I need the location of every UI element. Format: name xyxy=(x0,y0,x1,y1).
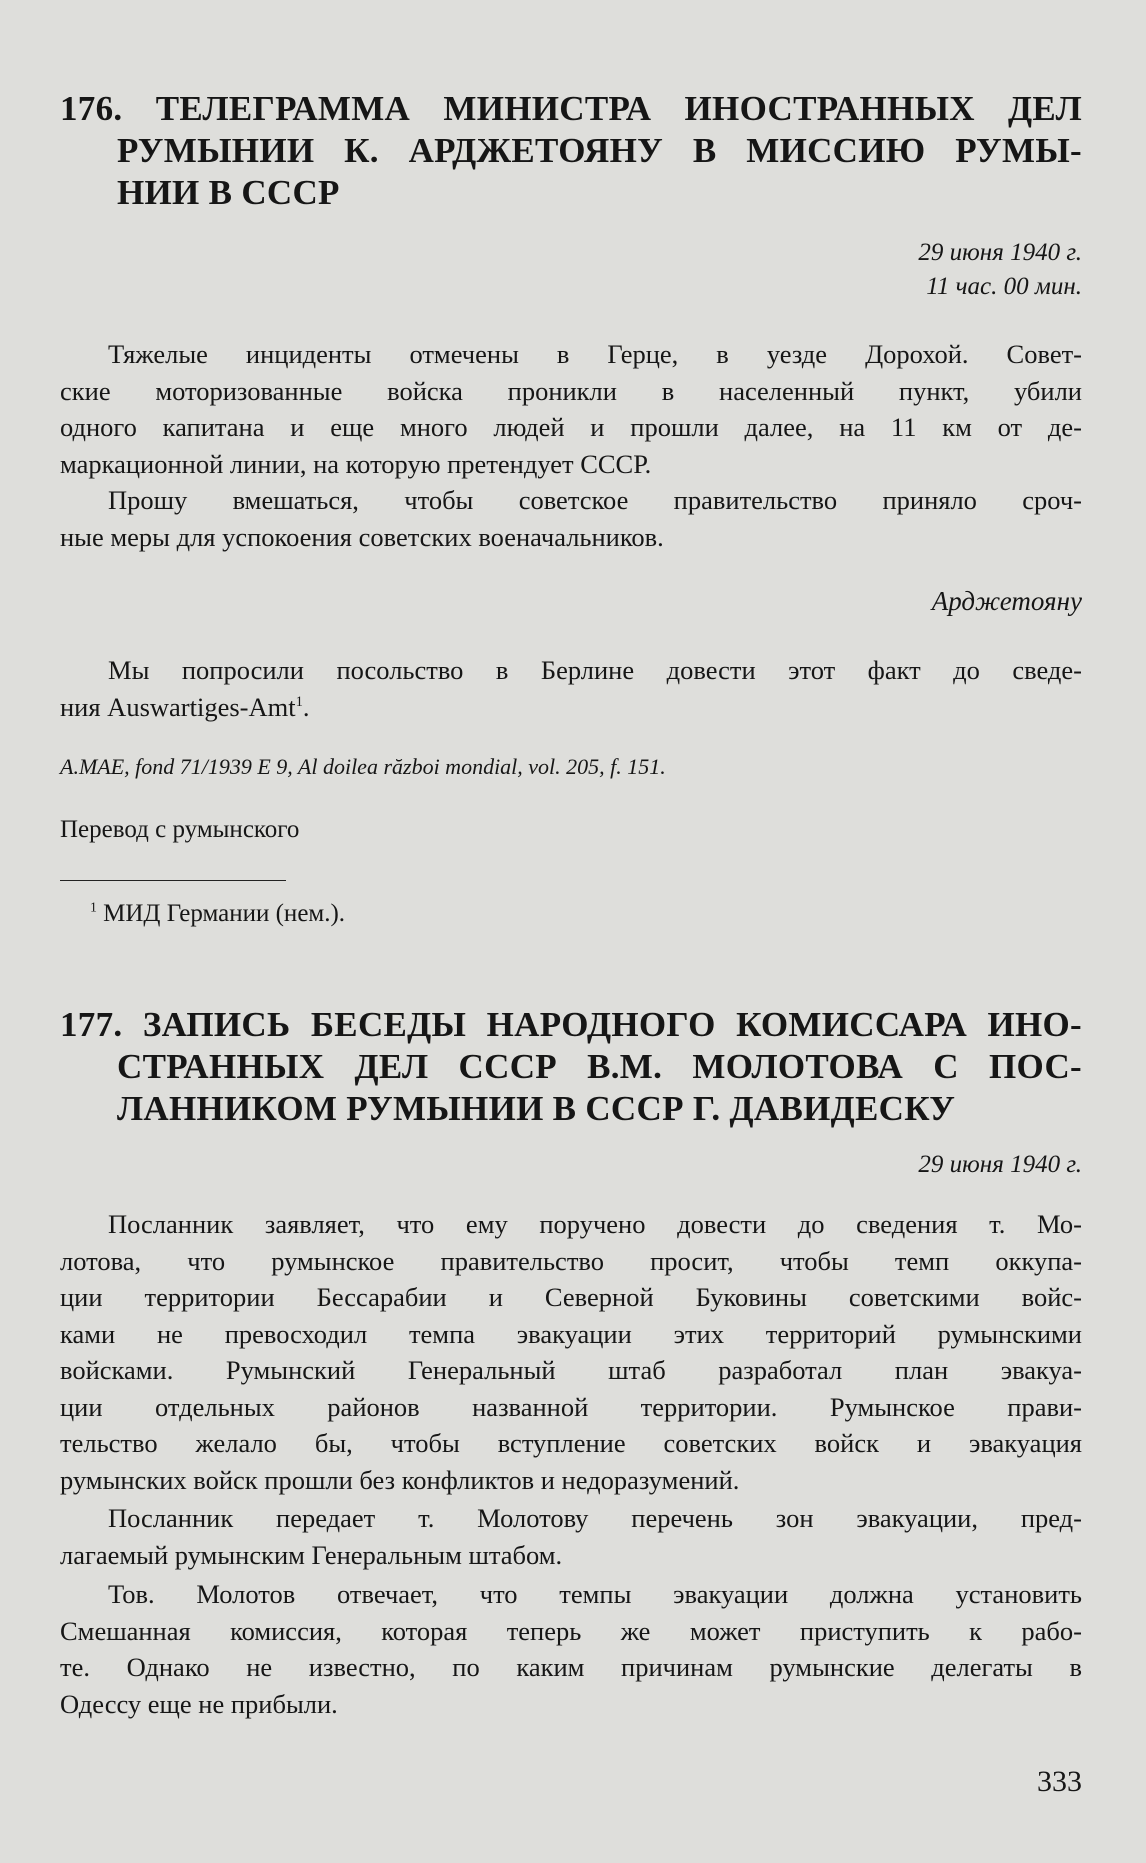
text-line: Посланник заявляет, что ему поручено довести до сведения т. Мо- xyxy=(108,1209,1082,1239)
text-line: ками не превосходил темпа эвакуации этих территорий румынскими xyxy=(60,1318,1082,1349)
page-number: 333 xyxy=(1037,1765,1082,1798)
text-line: ские моторизованные войска проникли в населенный пункт, убили xyxy=(60,375,1082,406)
doc176-translation-note: Перевод с румынского xyxy=(60,816,300,843)
text-line: румынских войск прошли без конфликтов и недоразумений. xyxy=(60,1464,740,1495)
text-line: Тяжелые инциденты отмечены в Герце, в уезде Дорохой. Совет- xyxy=(108,339,1082,369)
text-fragment: ния Auswartiges-Amt xyxy=(60,691,296,722)
text-line: ные меры для успокоения советских военачальников. xyxy=(60,521,664,552)
text-fragment: . xyxy=(302,691,310,722)
text-line: войсками. Румынский Генеральный штаб разработал план эвакуа- xyxy=(60,1355,1082,1385)
text-line: Прошу вмешаться, чтобы советское правительство приняло сроч- xyxy=(108,485,1082,515)
doc176-time: 11 час. 00 мин. xyxy=(926,273,1082,300)
doc176-archive-source: A.MAE, fond 71/1939 E 9, Al doilea război mondial, vol. 205, f. 151. xyxy=(60,754,666,779)
doc177-heading-line: 177. ЗАПИСЬ БЕСЕДЫ НАРОДНОГО КОМИССАРА ИНО- xyxy=(60,1005,1082,1044)
doc177-paragraph-1 xyxy=(60,1206,1082,1498)
doc176-paragraph-1 xyxy=(60,336,1082,482)
text-line: Тов. Молотов отвечает, что темпы эвакуации должна установить xyxy=(108,1579,1082,1609)
footnote-mark: 1 xyxy=(90,899,97,915)
doc177-dateline xyxy=(918,1148,1082,1182)
doc176-date: 29 июня 1940 г. xyxy=(918,239,1082,266)
doc176-signature: Арджетояну xyxy=(931,586,1082,616)
doc177-paragraph-3 xyxy=(60,1576,1082,1722)
doc176-heading xyxy=(60,88,1082,214)
text-line: Смешанная комиссия, которая теперь же может приступить к рабо- xyxy=(60,1615,1082,1646)
text-line: ции отдельных районов названной территории. Румынское прави- xyxy=(60,1391,1082,1422)
text-line xyxy=(60,689,1082,726)
doc176-dateline xyxy=(918,236,1082,304)
text-line: Мы попросили посольство в Берлине довести этот факт до сведе- xyxy=(108,655,1082,685)
doc176-heading-line: РУМЫНИИ К. АРДЖЕТОЯНУ В МИССИЮ РУМЫ- xyxy=(117,131,1082,170)
doc177-heading xyxy=(60,1004,1082,1130)
text-line: ции территории Бессарабии и Северной Буковины советскими войс- xyxy=(60,1282,1082,1312)
doc176-paragraph-3 xyxy=(60,652,1082,725)
text-line: лотова, что румынское правительство просит, чтобы темп оккупа- xyxy=(60,1245,1082,1276)
text-line: Посланник передает т. Молотову перечень зон эвакуации, пред- xyxy=(108,1503,1082,1533)
text-line: одного капитана и еще много людей и прошли далее, на 11 км от де- xyxy=(60,412,1082,442)
text-line: те. Однако не известно, по каким причинам румынские делегаты в xyxy=(60,1652,1082,1682)
text-line: Одессу еще не прибыли. xyxy=(60,1688,338,1719)
doc177-heading-line: ЛАННИКОМ РУМЫНИИ В СССР Г. ДАВИДЕСКУ xyxy=(117,1089,956,1128)
text-line: маркационной линии, на которую претендует СССР. xyxy=(60,448,652,479)
doc176-heading-line: НИИ В СССР xyxy=(117,173,340,212)
doc176-heading-line: 176. ТЕЛЕГРАММА МИНИСТРА ИНОСТРАННЫХ ДЕЛ xyxy=(60,89,1082,128)
doc176-paragraph-2 xyxy=(60,482,1082,555)
footnote-reference: 1 xyxy=(295,693,303,710)
doc176-footnote xyxy=(90,898,345,930)
text-line: тельство желало бы, чтобы вступление советских войск и эвакуация xyxy=(60,1428,1082,1458)
doc177-date: 29 июня 1940 г. xyxy=(918,1151,1082,1178)
doc177-heading-line: СТРАННЫХ ДЕЛ СССР В.М. МОЛОТОВА С ПОС- xyxy=(117,1047,1082,1086)
footnote-text: МИД Германии (нем.). xyxy=(96,900,346,927)
footnote-divider xyxy=(60,880,286,881)
doc177-paragraph-2 xyxy=(60,1500,1082,1573)
text-line: лагаемый румынским Генеральным штабом. xyxy=(60,1539,563,1570)
